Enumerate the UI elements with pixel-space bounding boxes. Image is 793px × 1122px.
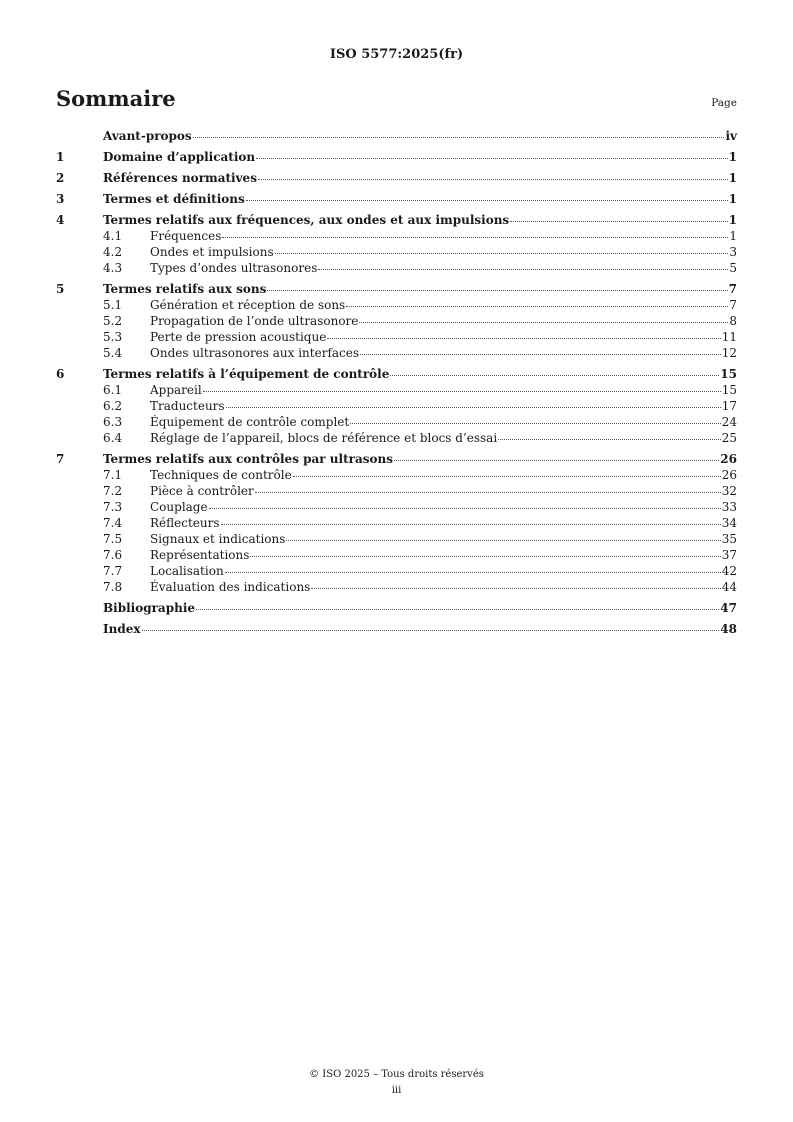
toc-entry-label: Termes et définitions [103, 192, 245, 206]
toc-entry-number: 7.2 [103, 484, 123, 498]
toc-entry-number: 4 [56, 213, 65, 227]
toc-subentry[interactable] [56, 329, 737, 345]
toc-entry-label: Appareil [150, 383, 202, 397]
toc-entry-page: 48 [720, 622, 737, 636]
toc-entry-label: Localisation [150, 564, 224, 578]
dot-leader [193, 137, 725, 138]
dot-leader [275, 253, 729, 254]
toc-entry-number: 3 [56, 192, 65, 206]
toc-entry-number: 6.2 [103, 399, 123, 413]
toc-entry-page: 17 [721, 399, 737, 413]
toc-entry-label: Équipement de contrôle complet [150, 415, 350, 429]
dot-leader [360, 354, 721, 355]
toc-entry-page: 5 [729, 261, 737, 275]
toc-entry-number: 7.5 [103, 532, 123, 546]
dot-leader [142, 630, 720, 631]
toc-entry[interactable] [56, 191, 737, 207]
toc-entry-number: 2 [56, 171, 65, 185]
toc-entry-label: Termes relatifs à l’équipement de contrôle [103, 367, 390, 381]
toc-entry-label: Ondes ultrasonores aux interfaces [150, 346, 360, 360]
toc-entry-label: Perte de pression acoustique [150, 330, 327, 344]
toc-entry-label: Techniques de contrôle [150, 468, 292, 482]
toc-heading-row [56, 86, 737, 111]
toc-entry-number: 7.8 [103, 580, 123, 594]
toc-entry-label: Évaluation des indications [150, 580, 311, 594]
toc-entry-page: 1 [728, 213, 737, 227]
toc-entry-number: 5 [56, 282, 65, 296]
toc-entry[interactable] [56, 170, 737, 186]
toc-entry-page: 33 [721, 500, 737, 514]
toc-entry-page: 42 [721, 564, 737, 578]
toc-entry-number: 7.3 [103, 500, 123, 514]
toc-entry[interactable] [56, 212, 737, 228]
toc-entry-label: Domaine d’application [103, 150, 256, 164]
dot-leader [255, 492, 721, 493]
toc-entry-number: 7.7 [103, 564, 123, 578]
toc-entry-label: Termes relatifs aux fréquences, aux ondes et aux impulsions [103, 213, 510, 227]
toc-entry[interactable] [56, 128, 737, 144]
toc-subentry[interactable] [56, 467, 737, 483]
toc-subentry[interactable] [56, 345, 737, 361]
toc-entry-number: 1 [56, 150, 65, 164]
dot-leader [267, 290, 727, 291]
toc-entry-label: Signaux et indications [150, 532, 286, 546]
toc-entry-number: 7.1 [103, 468, 123, 482]
toc-entry-number: 7.4 [103, 516, 123, 530]
toc-entry-number: 4.3 [103, 261, 123, 275]
toc-entry-page: 15 [720, 367, 737, 381]
dot-leader [246, 200, 728, 201]
toc-entry-number: 7.6 [103, 548, 123, 562]
dot-leader [359, 322, 728, 323]
toc-subentry[interactable] [56, 483, 737, 499]
toc-entry-number: 5.1 [103, 298, 123, 312]
dot-leader [390, 375, 719, 376]
toc-entry-label: Propagation de l’onde ultrasonore [150, 314, 359, 328]
dot-leader [209, 508, 721, 509]
toc-subentry[interactable] [56, 398, 737, 414]
toc-entry-number: 6 [56, 367, 65, 381]
toc-subentry[interactable] [56, 260, 737, 276]
toc-entry-label: Références normatives [103, 171, 257, 185]
toc-entry-page: 15 [721, 383, 737, 397]
dot-leader [250, 556, 720, 557]
dot-leader [510, 221, 727, 222]
toc-entry-number: 4.2 [103, 245, 123, 259]
toc-entry[interactable] [56, 600, 737, 616]
toc-entry-label: Avant-propos [103, 129, 192, 143]
toc-entry-page: 7 [728, 282, 737, 296]
copyright-notice: © ISO 2025 – Tous droits réservés [309, 1069, 484, 1080]
toc-entry-number: 5.2 [103, 314, 123, 328]
toc-entry-page: 25 [721, 431, 737, 445]
toc-entry-label: Bibliographie [103, 601, 196, 615]
toc-entry-number: 6.4 [103, 431, 123, 445]
toc-entry[interactable] [56, 621, 737, 637]
dot-leader [196, 609, 719, 610]
toc-subentry[interactable] [56, 244, 737, 260]
toc-entry-page: 47 [720, 601, 737, 615]
toc-entry-page: 1 [728, 150, 737, 164]
table-of-contents [56, 128, 737, 637]
toc-entry-label: Réglage de l’appareil, blocs de référence et blocs d’essai [150, 431, 498, 445]
toc-subentry[interactable] [56, 313, 737, 329]
toc-entry-label: Types d’ondes ultrasonores [150, 261, 318, 275]
dot-leader [221, 524, 721, 525]
toc-entry-label: Ondes et impulsions [150, 245, 274, 259]
toc-entry-label: Pièce à contrôler [150, 484, 254, 498]
dot-leader [225, 572, 721, 573]
dot-leader [226, 407, 721, 408]
dot-leader [394, 460, 719, 461]
toc-subentry[interactable] [56, 579, 737, 595]
dot-leader [311, 588, 720, 589]
toc-entry[interactable] [56, 149, 737, 165]
toc-entry-number: 4.1 [103, 229, 123, 243]
dot-leader [350, 423, 721, 424]
toc-entry-page: 11 [721, 330, 737, 344]
dot-leader [203, 391, 721, 392]
toc-entry-page: 44 [721, 580, 737, 594]
toc-entry-number: 5.4 [103, 346, 123, 360]
toc-entry-number: 6.1 [103, 383, 123, 397]
toc-entry-page: 3 [729, 245, 737, 259]
toc-entry-label: Représentations [150, 548, 250, 562]
toc-entry-number: 7 [56, 452, 65, 466]
toc-subentry[interactable] [56, 515, 737, 531]
toc-subentry[interactable] [56, 531, 737, 547]
toc-entry-page: 7 [729, 298, 737, 312]
toc-entry-page: 1 [729, 229, 737, 243]
toc-entry-page: iv [725, 129, 737, 143]
dot-leader [293, 476, 721, 477]
toc-title: Sommaire [56, 86, 176, 111]
toc-entry-label: Termes relatifs aux contrôles par ultrasons [103, 452, 393, 466]
dot-leader [318, 269, 728, 270]
toc-entry-label: Fréquences [150, 229, 222, 243]
page-column-label: Page [711, 97, 737, 109]
dot-leader [222, 237, 728, 238]
toc-subentry[interactable] [56, 547, 737, 563]
toc-entry-number: 5.3 [103, 330, 123, 344]
toc-entry-label: Traducteurs [150, 399, 225, 413]
toc-entry-label: Génération et réception de sons [150, 298, 346, 312]
dot-leader [258, 179, 728, 180]
dot-leader [327, 338, 720, 339]
toc-subentry[interactable] [56, 499, 737, 515]
toc-entry-page: 1 [728, 192, 737, 206]
toc-entry-page: 8 [729, 314, 737, 328]
toc-subentry[interactable] [56, 563, 737, 579]
dot-leader [256, 158, 728, 159]
dot-leader [286, 540, 720, 541]
toc-entry-label: Réflecteurs [150, 516, 220, 530]
page-number: iii [391, 1085, 402, 1096]
toc-entry[interactable] [56, 366, 737, 382]
toc-subentry[interactable] [56, 297, 737, 313]
toc-entry[interactable] [56, 451, 737, 467]
toc-entry-page: 34 [721, 516, 737, 530]
dot-leader [498, 439, 721, 440]
toc-entry-page: 24 [721, 415, 737, 429]
dot-leader [346, 306, 728, 307]
toc-subentry[interactable] [56, 382, 737, 398]
toc-subentry[interactable] [56, 414, 737, 430]
toc-entry-page: 26 [720, 452, 737, 466]
toc-entry-label: Index [103, 622, 141, 636]
toc-subentry[interactable] [56, 228, 737, 244]
toc-entry-label: Termes relatifs aux sons [103, 282, 267, 296]
toc-entry-page: 35 [721, 532, 737, 546]
toc-entry-page: 37 [721, 548, 737, 562]
toc-subentry[interactable] [56, 430, 737, 446]
toc-entry[interactable] [56, 281, 737, 297]
toc-entry-page: 1 [728, 171, 737, 185]
document-header: ISO 5577:2025(fr) [329, 47, 464, 62]
toc-entry-number: 6.3 [103, 415, 123, 429]
toc-entry-page: 32 [721, 484, 737, 498]
toc-entry-page: 26 [721, 468, 737, 482]
page-footer [0, 1067, 793, 1099]
toc-entry-label: Couplage [150, 500, 208, 514]
toc-entry-page: 12 [721, 346, 737, 360]
